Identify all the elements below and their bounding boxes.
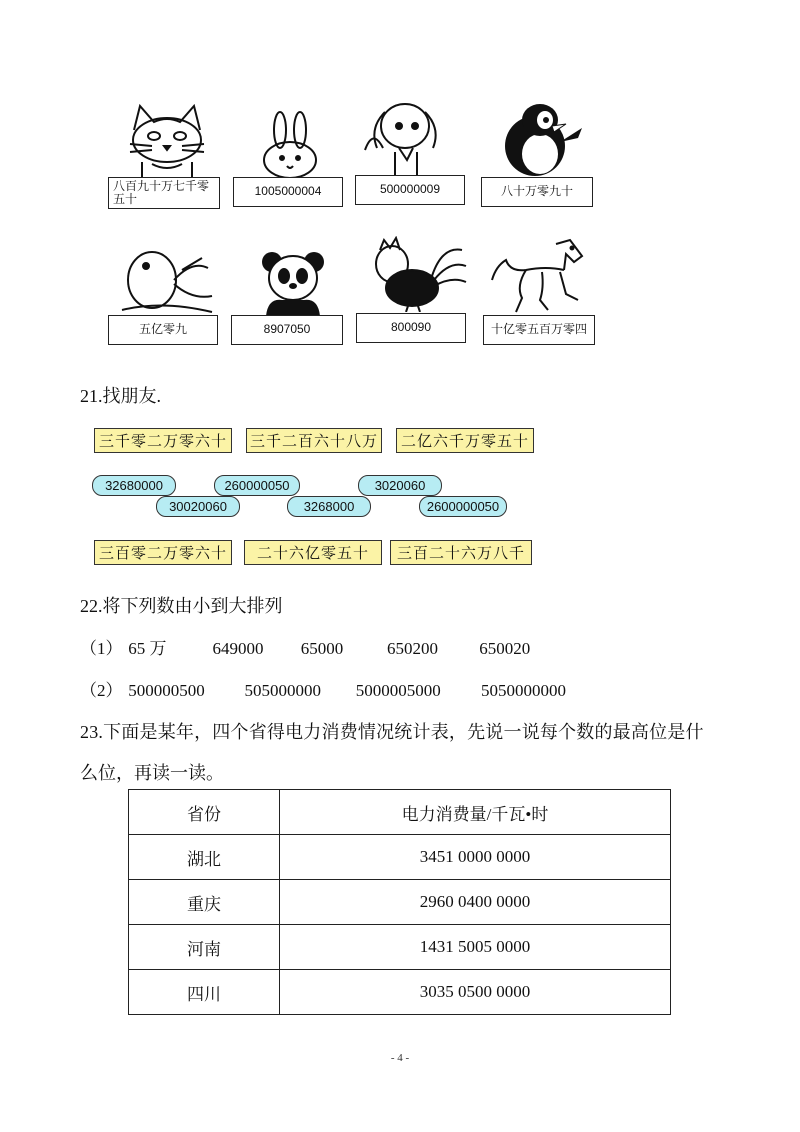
line-item: 650200	[387, 639, 438, 658]
line-label: （2）	[80, 681, 123, 700]
number-pill-5[interactable]: 3268000	[287, 496, 371, 517]
word-box-1[interactable]: 三千零二万零六十	[94, 428, 232, 453]
rooster-illustration	[362, 236, 468, 312]
number-pill-4[interactable]: 30020060	[156, 496, 240, 517]
word-box-5[interactable]: 二十六亿零五十	[244, 540, 382, 565]
electricity-table	[128, 789, 671, 1015]
line-item: 500000500	[128, 681, 205, 700]
line-item: 5050000000	[481, 681, 566, 700]
rabbit-illustration	[250, 110, 330, 180]
animal-card-rabbit	[233, 177, 343, 207]
card-text: 八十万零九十	[500, 184, 573, 199]
penguin-illustration	[490, 98, 590, 178]
horse-illustration	[486, 236, 592, 316]
q22-line-1	[80, 634, 530, 659]
word-box-4[interactable]: 三百零二万零六十	[94, 540, 232, 565]
province-cell: 湖北	[129, 835, 280, 880]
value-cell: 3451 0000 0000	[280, 835, 671, 880]
card-text: 八百九十万七千零五十	[113, 178, 210, 206]
header-province: 省份	[129, 790, 280, 835]
page-number: - 4 -	[390, 1052, 410, 1064]
line-item: 650020	[479, 639, 531, 658]
line-label: （1）	[80, 639, 123, 658]
line-item: 5000005000	[355, 681, 441, 700]
table-row	[129, 880, 671, 925]
animal-card-cat	[108, 177, 220, 209]
card-text: 五亿零九	[138, 322, 187, 337]
q22-title: 22.将下列数由小到大排列	[80, 596, 283, 616]
value-cell: 1431 5005 0000	[280, 925, 671, 970]
card-text: 500000009	[379, 182, 441, 197]
q23-text-line-2: 么位，再读一读。	[80, 763, 224, 783]
animal-card-rooster	[356, 313, 466, 343]
word-box-3[interactable]: 二亿六千万零五十	[396, 428, 534, 453]
animal-card-fish	[108, 315, 218, 345]
province-cell: 重庆	[129, 880, 280, 925]
cat-illustration	[112, 100, 222, 180]
table-row	[129, 970, 671, 1015]
number-pill-3[interactable]: 3020060	[358, 475, 442, 496]
animal-card-dog	[355, 175, 465, 205]
fish-illustration	[112, 240, 222, 315]
q22-line-2	[80, 676, 566, 701]
line-item: 649000	[212, 639, 264, 658]
province-cell: 四川	[129, 970, 280, 1015]
value-cell: 3035 0500 0000	[280, 970, 671, 1015]
number-pill-1[interactable]: 32680000	[92, 475, 176, 496]
line-item: 505000000	[244, 681, 321, 700]
word-box-6[interactable]: 三百二十六万八千	[390, 540, 532, 565]
q21-title: 21.找朋友.	[80, 386, 161, 406]
number-pill-2[interactable]: 260000050	[214, 475, 300, 496]
animal-card-panda	[231, 315, 343, 345]
table-row	[129, 925, 671, 970]
line-item: 65000	[300, 639, 344, 658]
province-cell: 河南	[129, 925, 280, 970]
table-header-row	[129, 790, 671, 835]
animal-card-penguin	[481, 177, 593, 207]
value-cell: 2960 0400 0000	[280, 880, 671, 925]
card-text: 800090	[390, 320, 432, 335]
animal-card-horse	[483, 315, 595, 345]
number-pill-6[interactable]: 2600000050	[419, 496, 507, 517]
header-consumption: 电力消费量/千瓦•时	[280, 790, 671, 835]
word-box-2[interactable]: 三千二百六十八万	[246, 428, 382, 453]
card-text: 8907050	[263, 322, 311, 337]
card-text: 1005000004	[254, 184, 322, 199]
table-row	[129, 835, 671, 880]
dog-illustration	[355, 98, 455, 178]
line-item: 65 万	[128, 639, 167, 658]
panda-illustration	[258, 248, 328, 316]
card-text: 十亿零五百万零四	[490, 322, 587, 337]
q23-text-line-1: 23.下面是某年，四个省得电力消费情况统计表，先说一说每个数的最高位是什	[80, 722, 704, 742]
